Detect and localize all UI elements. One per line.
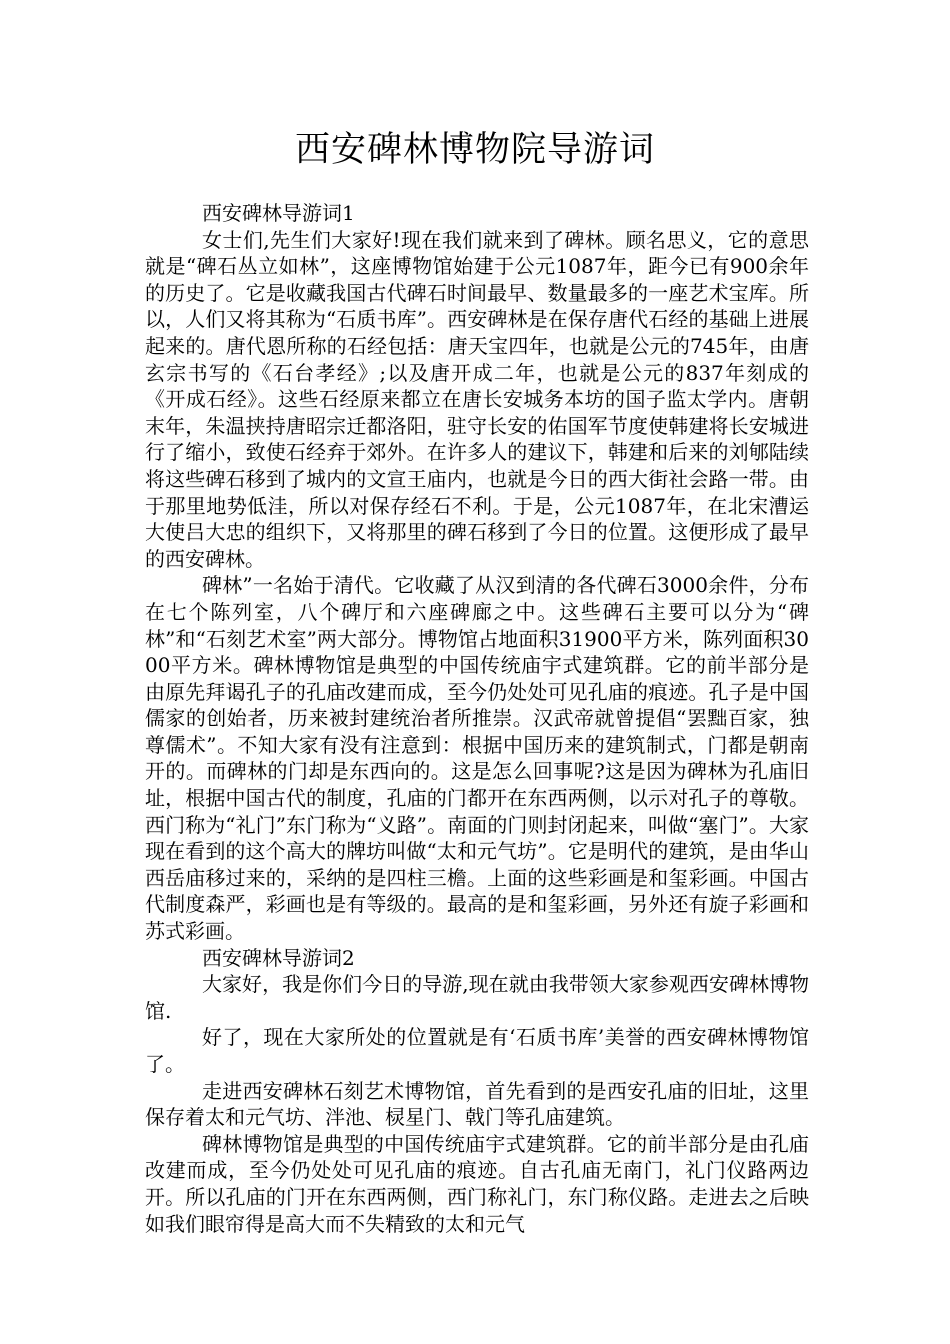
paragraph: 好了，现在大家所处的位置就是有‘石质书库’美誉的西安碑林博物馆了。 [145, 1025, 809, 1076]
paragraph: 碑林博物馆是典型的中国传统庙宇式建筑群。它的前半部分是由孔庙改建而成，至今仍处处可见孔庙的痕迹。自古孔庙无南门，礼门仪路两边开。所以孔庙的门开在东西两侧，西门称礼门，东门称仪路。走进去之后映如我们眼帘得是高大而不失精致的太和元气 [145, 1131, 809, 1236]
paragraph: 大家好，我是你们今日的导游,现在就由我带领大家参观西安碑林博物馆. [145, 972, 809, 1023]
paragraph: 女士们,先生们大家好!现在我们就来到了碑林。顾名思义，它的意思就是“碑石丛立如林”，这座博物馆始建于公元1087年，距今已有900余年的历史了。它是收藏我国古代碑石时间最早、数量最多的一座艺术宝库。所以，人们又将其称为“石质书库”。西安碑林是在保存唐代石经的基础上进展起来的。唐代恩所称的石经包括：唐天宝四年，也就是公元的745年，由唐玄宗书写的《石台孝经》;以及唐开成二年，也就是公元的837年刻成的《开成石经》。这些石经原来都立在唐长安城务本坊的国子监太学内。唐朝末年，朱温挟持唐昭宗迁都洛阳，驻守长安的佑国军节度使韩建将长安城进行了缩小，致使石经弃于郊外。在许多人的建议下，韩建和后来的刘郇陆续将这些碑石移到了城内的文宣王庙内，也就是今日的西大街社会路一带。由于那里地势低洼，所以对保存经石不利。于是，公元1087年，在北宋漕运大使吕大忠的组织下，又将那里的碑石移到了今日的位置。这便形成了最早的西安碑林。 [145, 227, 809, 571]
paragraph: 走进西安碑林石刻艺术博物馆，首先看到的是西安孔庙的旧址，这里保存着太和元气坊、泮池、棂星门、戟门等孔庙建筑。 [145, 1078, 809, 1130]
section-heading-1: 西安碑林导游词1 [202, 201, 355, 225]
document-body [145, 200, 809, 1237]
paragraph: 碑林”一名始于清代。它收藏了从汉到清的各代碑石3000余件，分布在七个陈列室，八个碑厅和六座碑廊之中。这些碑石主要可以分为“碑林”和“石刻艺术室”两大部分。博物馆占地面积31900平方米，陈列面积3000平方米。碑林博物馆是典型的中国传统庙宇式建筑群。它的前半部分是由原先拜谒孔子的孔庙改建而成，至今仍处处可见孔庙的痕迹。孔子是中国儒家的创始者，历来被封建统治者所推崇。汉武帝就曾提倡“罢黜百家，独尊儒术”。不知大家有没有注意到：根据中国历来的建筑制式，门都是朝南开的。而碑林的门却是东西向的。这是怎么回事呢?这是因为碑林为孔庙旧址，根据中国古代的制度，孔庙的门都开在东西两侧，以示对孔子的尊敬。西门称为“礼门”东门称为“义路”。南面的门则封闭起来，叫做“塞门”。大家现在看到的这个高大的牌坊叫做“太和元气坊”。它是明代的建筑，是由华山西岳庙移过来的，采纳的是四柱三檐。上面的这些彩画是和玺彩画。中国古代制度森严，彩画也是有等级的。最高的是和玺彩画，另外还有旋子彩画和苏式彩画。 [145, 573, 809, 944]
section-heading-2: 西安碑林导游词2 [202, 945, 355, 970]
document-title: 西安碑林博物院导游词 [294, 130, 655, 170]
